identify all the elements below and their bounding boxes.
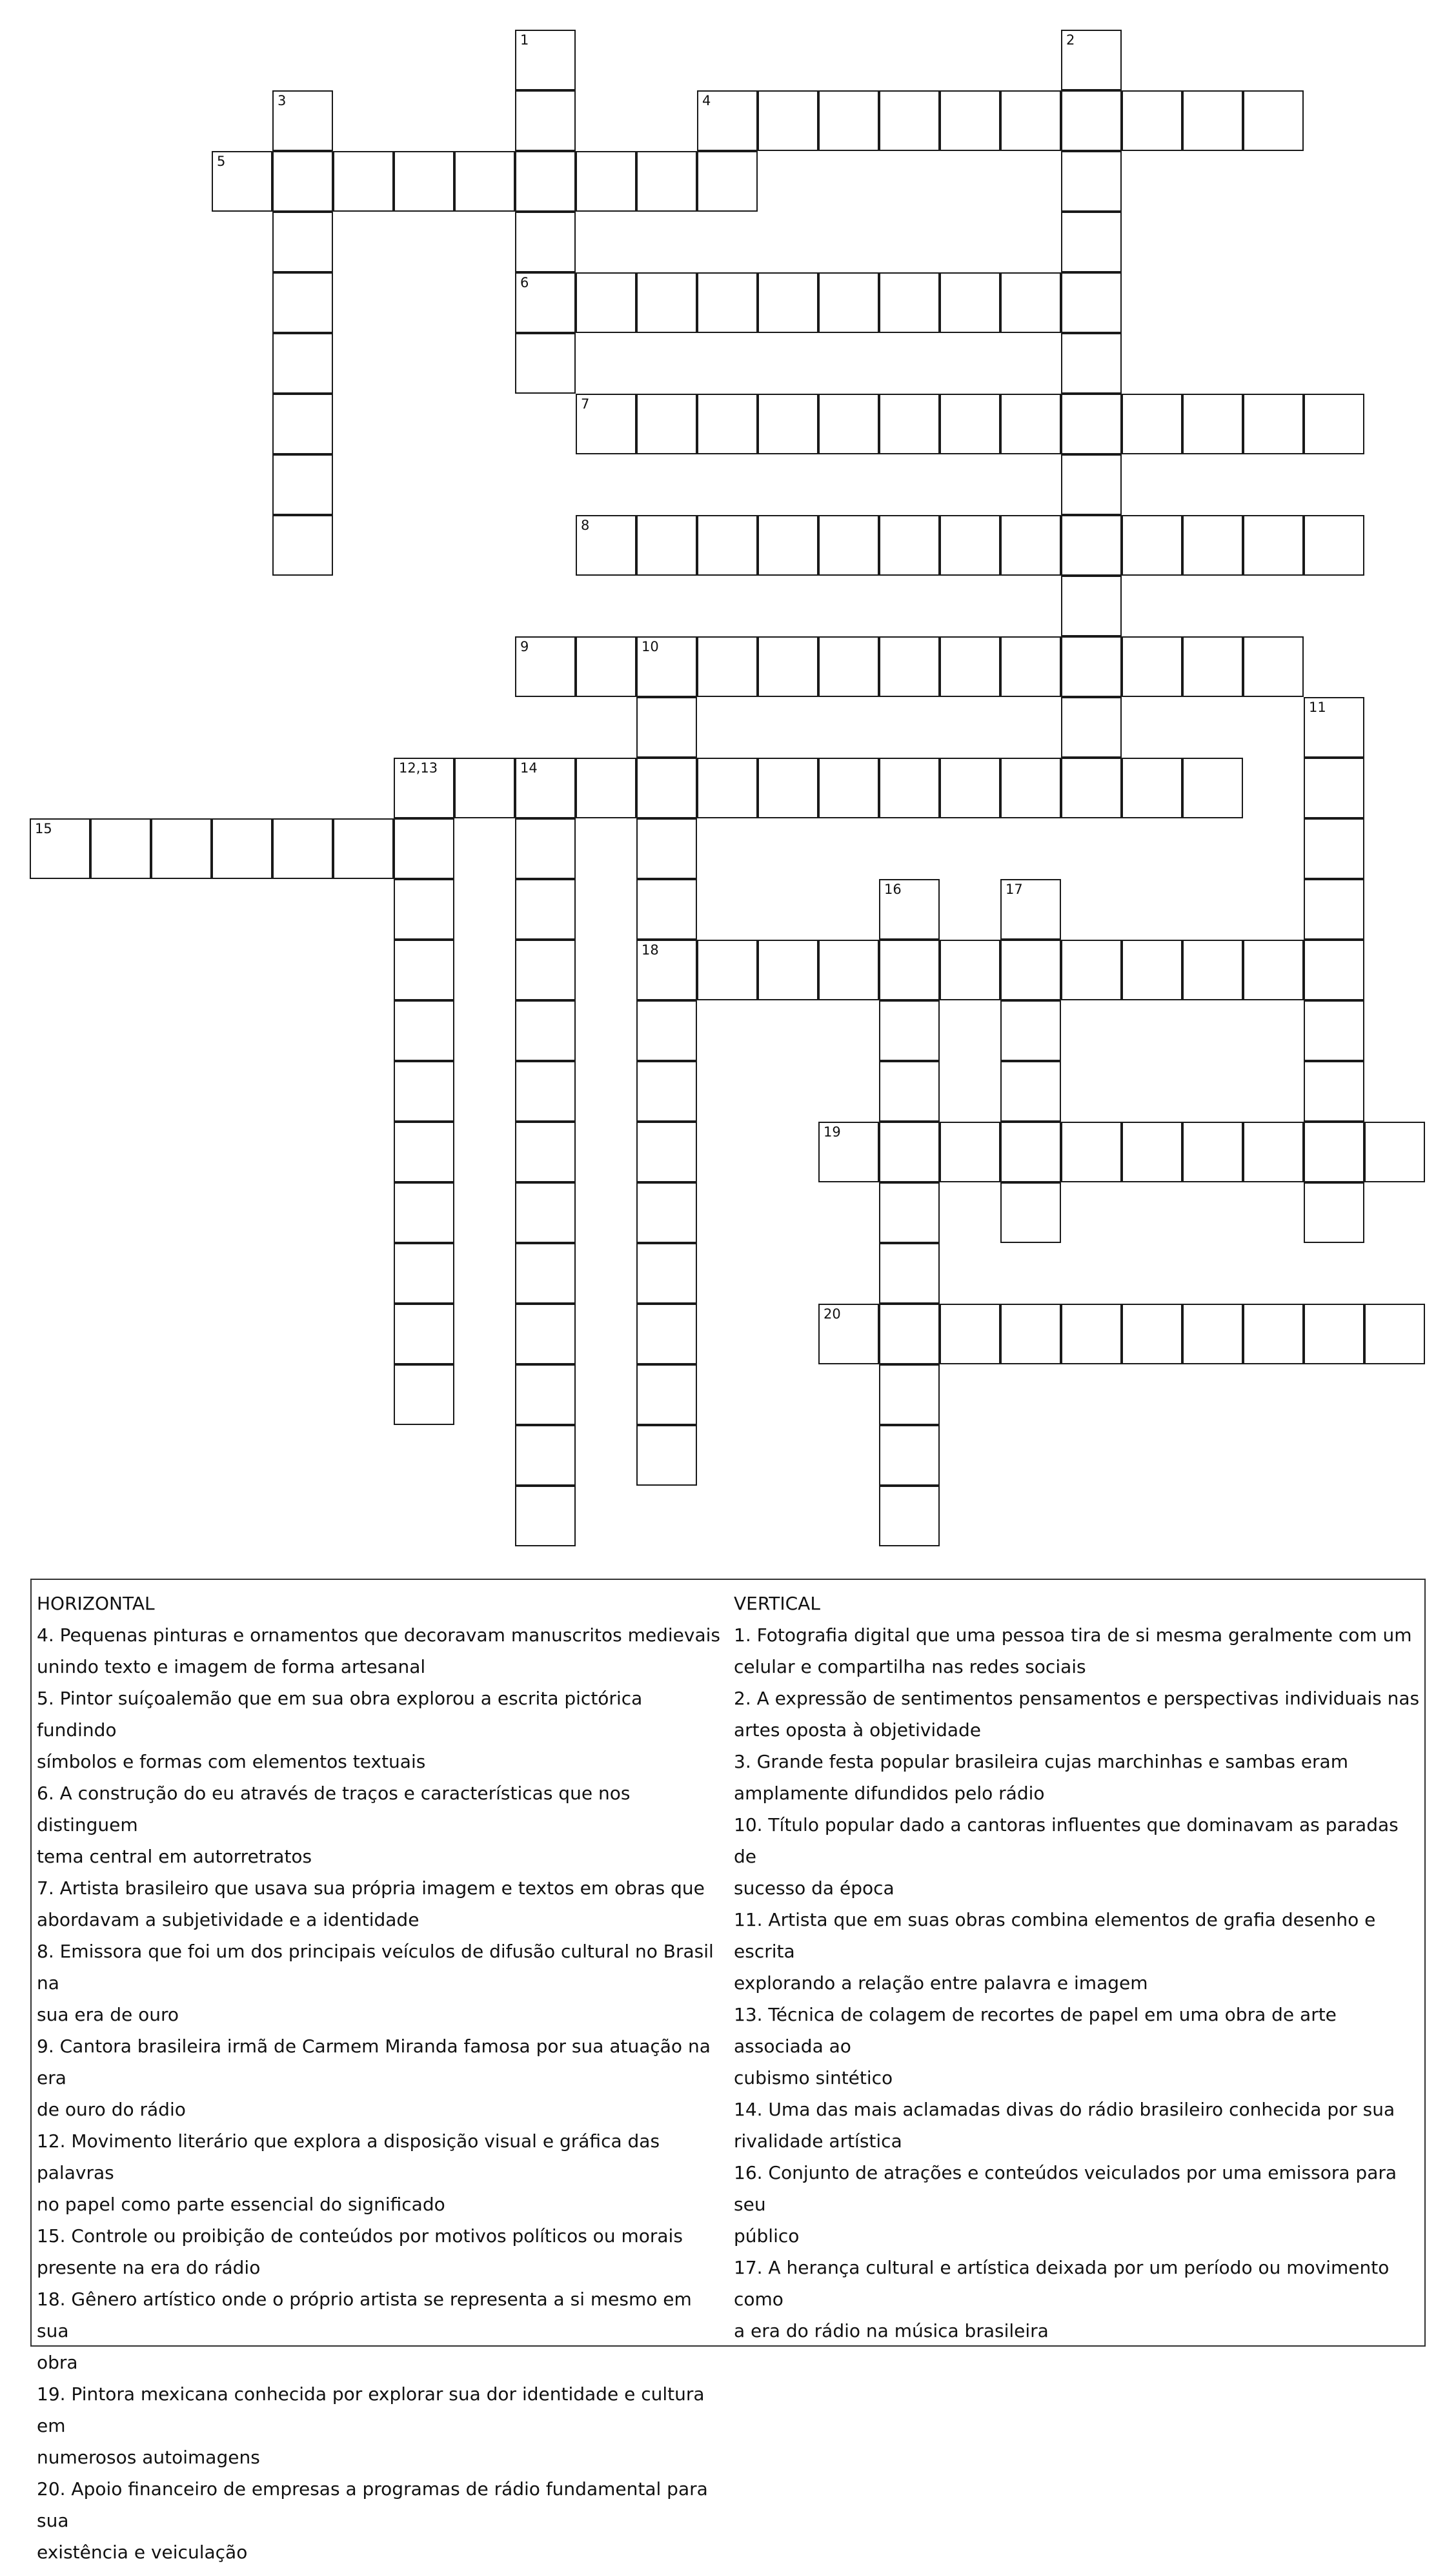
grid-cell[interactable]: [515, 1182, 576, 1243]
grid-cell[interactable]: [636, 818, 697, 879]
clue-number: 4: [702, 93, 711, 108]
horizontal-clue-line: 19. Pintora mexicana conhecida por explorar sua dor identidade e cultura em: [37, 2383, 705, 2436]
clue-number: 16: [884, 882, 902, 897]
grid-cell[interactable]: [697, 394, 758, 454]
grid-cell[interactable]: [879, 1364, 940, 1425]
grid-cell[interactable]: [1122, 90, 1182, 151]
grid-cell[interactable]: [697, 758, 758, 818]
grid-cell[interactable]: [1061, 636, 1122, 697]
grid-cell[interactable]: [1061, 454, 1122, 515]
grid-cell[interactable]: [818, 758, 879, 818]
grid-cell[interactable]: [940, 515, 1000, 576]
vertical-clue-line: explorando a relação entre palavra e imagem: [734, 1972, 1148, 1994]
grid-cell[interactable]: [636, 1364, 697, 1425]
vertical-clue-line: 14. Uma das mais aclamadas divas do rádio brasileiro conhecida por sua: [734, 2099, 1395, 2120]
grid-cell[interactable]: [758, 272, 818, 333]
grid-cell[interactable]: [1061, 333, 1122, 394]
horizontal-clue-line: 12. Movimento literário que explora a disposição visual e gráfica das palavras: [37, 2130, 660, 2183]
grid-cell[interactable]: [697, 940, 758, 1000]
vertical-clue-line: 3. Grande festa popular brasileira cujas marchinhas e sambas eram: [734, 1751, 1348, 1772]
grid-cell[interactable]: [1000, 1000, 1061, 1061]
grid-cell[interactable]: [576, 151, 636, 212]
grid-cell[interactable]: [1304, 758, 1364, 818]
grid-cell[interactable]: [1122, 515, 1182, 576]
clue-number: 2: [1066, 32, 1075, 48]
grid-cell[interactable]: [879, 1000, 940, 1061]
grid-cell[interactable]: [272, 394, 333, 454]
grid-cell[interactable]: [697, 515, 758, 576]
grid-cell[interactable]: [1243, 90, 1304, 151]
grid-cell[interactable]: [818, 90, 879, 151]
grid-cell[interactable]: [1061, 758, 1122, 818]
grid-cell[interactable]: [272, 272, 333, 333]
grid-cell[interactable]: [636, 1122, 697, 1182]
grid-cell[interactable]: [515, 90, 576, 151]
grid-cell[interactable]: [636, 636, 697, 697]
grid-cell[interactable]: [1364, 1122, 1425, 1182]
grid-cell[interactable]: [1304, 1061, 1364, 1122]
horizontal-clue-line: 9. Cantora brasileira irmã de Carmem Miranda famosa por sua atuação na era: [37, 2036, 711, 2088]
grid-cell[interactable]: [272, 90, 333, 151]
grid-cell[interactable]: [212, 151, 272, 212]
grid-cell[interactable]: [1243, 940, 1304, 1000]
horizontal-clue-line: 4. Pequenas pinturas e ornamentos que decoravam manuscritos medievais: [37, 1624, 720, 1646]
grid-cell[interactable]: [818, 394, 879, 454]
grid-cell[interactable]: [576, 515, 636, 576]
grid-cell[interactable]: [1304, 394, 1364, 454]
grid-cell[interactable]: [1243, 1122, 1304, 1182]
horizontal-clue-line: abordavam a subjetividade e a identidade: [37, 1909, 420, 1930]
grid-cell[interactable]: [394, 1122, 454, 1182]
horizontal-clue-line: obra: [37, 2352, 78, 2373]
grid-cell[interactable]: [636, 758, 697, 818]
grid-cell[interactable]: [1122, 758, 1182, 818]
grid-cell[interactable]: [1061, 940, 1122, 1000]
grid-cell[interactable]: [394, 1061, 454, 1122]
grid-cell[interactable]: [394, 940, 454, 1000]
grid-cell[interactable]: [1182, 515, 1243, 576]
grid-cell[interactable]: [515, 1304, 576, 1364]
grid-cell[interactable]: [394, 1364, 454, 1425]
grid-cell[interactable]: [1182, 394, 1243, 454]
grid-cell[interactable]: [1304, 818, 1364, 879]
vertical-clue-line: 17. A herança cultural e artística deixada por um período ou movimento como: [734, 2257, 1390, 2310]
grid-cell[interactable]: [1304, 1304, 1364, 1364]
grid-cell[interactable]: [394, 1000, 454, 1061]
horizontal-clue-line: 6. A construção do eu através de traços e características que nos distinguem: [37, 1783, 631, 1835]
grid-cell[interactable]: [818, 1122, 879, 1182]
grid-cell[interactable]: [1182, 1304, 1243, 1364]
clue-number: 3: [278, 93, 287, 108]
grid-cell[interactable]: [1182, 90, 1243, 151]
grid-cell[interactable]: [879, 394, 940, 454]
clue-number: 9: [520, 639, 529, 654]
vertical-clue-line: público: [734, 2225, 800, 2247]
grid-cell[interactable]: [758, 940, 818, 1000]
grid-cell[interactable]: [1122, 636, 1182, 697]
grid-cell[interactable]: [636, 1304, 697, 1364]
grid-cell[interactable]: [1000, 940, 1061, 1000]
grid-cell[interactable]: [636, 1425, 697, 1486]
vertical-clue-line: artes oposta à objetividade: [734, 1719, 982, 1741]
vertical-clue-line: sucesso da época: [734, 1877, 895, 1899]
grid-cell[interactable]: [879, 1304, 940, 1364]
grid-cell[interactable]: [697, 636, 758, 697]
grid-cell[interactable]: [1243, 1304, 1304, 1364]
grid-cell[interactable]: [1182, 1122, 1243, 1182]
grid-cell[interactable]: [1061, 30, 1122, 90]
clue-number: 5: [217, 154, 226, 169]
grid-cell[interactable]: [1304, 1000, 1364, 1061]
grid-cell[interactable]: [940, 90, 1000, 151]
grid-cell[interactable]: [636, 1000, 697, 1061]
clue-number: 20: [824, 1306, 841, 1322]
grid-cell[interactable]: [1000, 1304, 1061, 1364]
clue-number: 15: [35, 821, 52, 836]
grid-cell[interactable]: [818, 636, 879, 697]
grid-cell[interactable]: [636, 697, 697, 758]
grid-cell[interactable]: [1000, 758, 1061, 818]
grid-cell[interactable]: [1182, 758, 1243, 818]
grid-cell[interactable]: [818, 1304, 879, 1364]
grid-cell[interactable]: [515, 1243, 576, 1304]
clues-box: [30, 1579, 1426, 2563]
grid-cell[interactable]: [515, 1122, 576, 1182]
grid-cell[interactable]: [1061, 576, 1122, 636]
grid-cell[interactable]: [576, 636, 636, 697]
clue-number: 10: [642, 639, 659, 654]
vertical-clue-line: 2. A expressão de sentimentos pensamentos e perspectivas individuais nas: [734, 1688, 1420, 1709]
grid-cell[interactable]: [1000, 1182, 1061, 1243]
vertical-clue-line: 11. Artista que em suas obras combina elementos de grafia desenho e escrita: [734, 1909, 1376, 1962]
grid-cell[interactable]: [818, 940, 879, 1000]
grid-cell[interactable]: [1061, 212, 1122, 272]
grid-cell[interactable]: [1000, 90, 1061, 151]
grid-cell[interactable]: [1000, 272, 1061, 333]
horizontal-clue-line: presente na era do rádio: [37, 2257, 261, 2278]
grid-cell[interactable]: [879, 1122, 940, 1182]
horizontal-clues: [37, 1588, 727, 2568]
grid-cell[interactable]: [636, 151, 697, 212]
grid-cell[interactable]: [272, 454, 333, 515]
grid-cell[interactable]: [515, 1061, 576, 1122]
grid-cell[interactable]: [272, 151, 333, 212]
grid-cell[interactable]: [697, 90, 758, 151]
vertical-clues: [734, 1588, 1424, 2347]
horizontal-clue-line: 7. Artista brasileiro que usava sua própria imagem e textos em obras que: [37, 1877, 705, 1899]
grid-cell[interactable]: [818, 515, 879, 576]
grid-cell[interactable]: [515, 1000, 576, 1061]
grid-cell[interactable]: [515, 1364, 576, 1425]
grid-cell[interactable]: [394, 758, 454, 818]
vertical-clue-line: cubismo sintético: [734, 2067, 893, 2088]
grid-cell[interactable]: [1304, 1122, 1364, 1182]
grid-cell[interactable]: [758, 394, 818, 454]
grid-cell[interactable]: [1243, 515, 1304, 576]
grid-cell[interactable]: [879, 515, 940, 576]
grid-cell[interactable]: [1061, 697, 1122, 758]
grid-cell[interactable]: [879, 758, 940, 818]
grid-cell[interactable]: [30, 818, 90, 879]
grid-cell[interactable]: [1122, 940, 1182, 1000]
grid-cell[interactable]: [879, 1486, 940, 1546]
clue-number: 11: [1309, 700, 1326, 715]
grid-cell[interactable]: [879, 1061, 940, 1122]
grid-cell[interactable]: [151, 818, 212, 879]
grid-cell[interactable]: [515, 940, 576, 1000]
horizontal-clue-line: 8. Emissora que foi um dos principais veículos de difusão cultural no Brasil na: [37, 1941, 714, 1994]
vertical-clue-line: a era do rádio na música brasileira: [734, 2320, 1049, 2341]
clue-number: 14: [520, 760, 538, 776]
grid-cell[interactable]: [940, 758, 1000, 818]
grid-cell[interactable]: [515, 1425, 576, 1486]
grid-cell[interactable]: [576, 394, 636, 454]
grid-cell[interactable]: [1061, 1304, 1122, 1364]
grid-cell[interactable]: [636, 515, 697, 576]
grid-cell[interactable]: [636, 1182, 697, 1243]
grid-cell[interactable]: [333, 818, 394, 879]
grid-cell[interactable]: [272, 818, 333, 879]
grid-cell[interactable]: [1304, 879, 1364, 940]
grid-cell[interactable]: [1182, 636, 1243, 697]
grid-cell[interactable]: [394, 818, 454, 879]
clue-number: 1: [520, 32, 529, 48]
grid-cell[interactable]: [636, 1243, 697, 1304]
grid-cell[interactable]: [1182, 940, 1243, 1000]
clue-number: 19: [824, 1124, 841, 1140]
horizontal-clue-line: sua era de ouro: [37, 2004, 179, 2025]
grid-cell[interactable]: [515, 272, 576, 333]
grid-cell[interactable]: [879, 636, 940, 697]
grid-cell[interactable]: [1000, 394, 1061, 454]
grid-cell[interactable]: [1304, 697, 1364, 758]
grid-cell[interactable]: [758, 90, 818, 151]
horizontal-heading: HORIZONTAL: [37, 1593, 155, 1614]
grid-cell[interactable]: [515, 212, 576, 272]
horizontal-clue-line: no papel como parte essencial do significado: [37, 2194, 445, 2215]
grid-cell[interactable]: [940, 940, 1000, 1000]
vertical-heading: VERTICAL: [734, 1593, 820, 1614]
vertical-clue-line: 1. Fotografia digital que uma pessoa tira de si mesma geralmente com um: [734, 1624, 1412, 1646]
grid-cell[interactable]: [940, 394, 1000, 454]
grid-cell[interactable]: [940, 636, 1000, 697]
grid-cell[interactable]: [394, 1304, 454, 1364]
grid-cell[interactable]: [818, 272, 879, 333]
grid-cell[interactable]: [1061, 394, 1122, 454]
grid-cell[interactable]: [1000, 515, 1061, 576]
vertical-clue-line: 10. Título popular dado a cantoras influentes que dominavam as paradas de: [734, 1814, 1399, 1867]
horizontal-clue-line: numerosos autoimagens: [37, 2447, 260, 2468]
grid-cell[interactable]: [879, 1425, 940, 1486]
grid-cell[interactable]: [879, 940, 940, 1000]
grid-cell[interactable]: [1061, 90, 1122, 151]
grid-cell[interactable]: [576, 758, 636, 818]
clue-number: 6: [520, 275, 529, 290]
horizontal-clue-line: tema central em autorretratos: [37, 1846, 312, 1867]
vertical-clue-line: 13. Técnica de colagem de recortes de papel em uma obra de arte associada ao: [734, 2004, 1337, 2057]
grid-cell[interactable]: [90, 818, 151, 879]
grid-cell[interactable]: [1304, 1182, 1364, 1243]
grid-cell[interactable]: [454, 758, 515, 818]
grid-cell[interactable]: [636, 940, 697, 1000]
grid-cell[interactable]: [1122, 394, 1182, 454]
horizontal-clue-line: símbolos e formas com elementos textuais: [37, 1751, 426, 1772]
grid-cell[interactable]: [940, 272, 1000, 333]
grid-cell[interactable]: [272, 212, 333, 272]
grid-cell[interactable]: [515, 333, 576, 394]
vertical-clue-line: 16. Conjunto de atrações e conteúdos veiculados por uma emissora para seu: [734, 2162, 1397, 2215]
grid-cell[interactable]: [940, 1304, 1000, 1364]
grid-cell[interactable]: [1000, 1122, 1061, 1182]
grid-cell[interactable]: [1364, 1304, 1425, 1364]
grid-cell[interactable]: [272, 515, 333, 576]
vertical-clue-line: amplamente difundidos pelo rádio: [734, 1783, 1045, 1804]
grid-cell[interactable]: [697, 272, 758, 333]
clue-number: 18: [642, 942, 659, 958]
grid-cell[interactable]: [1000, 636, 1061, 697]
grid-cell[interactable]: [879, 272, 940, 333]
grid-cell[interactable]: [940, 1122, 1000, 1182]
grid-cell[interactable]: [576, 272, 636, 333]
grid-cell[interactable]: [1061, 151, 1122, 212]
grid-cell[interactable]: [515, 151, 576, 212]
grid-cell[interactable]: [515, 879, 576, 940]
horizontal-clue-line: 5. Pintor suíçoalemão que em sua obra explorou a escrita pictórica fundindo: [37, 1688, 643, 1741]
vertical-clue-line: rivalidade artística: [734, 2130, 902, 2152]
grid-cell[interactable]: [515, 636, 576, 697]
grid-cell[interactable]: [879, 1243, 940, 1304]
clue-number: 8: [581, 518, 590, 533]
grid-cell[interactable]: [758, 515, 818, 576]
clue-number: 7: [581, 396, 590, 412]
grid-cell[interactable]: [1061, 272, 1122, 333]
grid-cell[interactable]: [454, 151, 515, 212]
horizontal-clue-line: existência e veiculação: [37, 2542, 248, 2563]
grid-cell[interactable]: [212, 818, 272, 879]
grid-cell[interactable]: [1304, 515, 1364, 576]
grid-cell[interactable]: [515, 1486, 576, 1546]
grid-cell[interactable]: [394, 879, 454, 940]
grid-cell[interactable]: [394, 1243, 454, 1304]
grid-cell[interactable]: [1000, 879, 1061, 940]
grid-cell[interactable]: [1061, 515, 1122, 576]
grid-cell[interactable]: [394, 1182, 454, 1243]
grid-cell[interactable]: [1122, 1304, 1182, 1364]
grid-cell[interactable]: [333, 151, 394, 212]
grid-cell[interactable]: [1243, 394, 1304, 454]
grid-cell[interactable]: [758, 636, 818, 697]
grid-cell[interactable]: [515, 30, 576, 90]
grid-cell[interactable]: [636, 879, 697, 940]
grid-cell[interactable]: [636, 272, 697, 333]
grid-cell[interactable]: [879, 90, 940, 151]
grid-cell[interactable]: [1000, 1061, 1061, 1122]
grid-cell[interactable]: [636, 394, 697, 454]
grid-cell[interactable]: [879, 1182, 940, 1243]
horizontal-clue-line: 15. Controle ou proibição de conteúdos por motivos políticos ou morais: [37, 2225, 683, 2247]
grid-cell[interactable]: [1243, 636, 1304, 697]
grid-cell[interactable]: [1304, 940, 1364, 1000]
horizontal-clue-line: 18. Gênero artístico onde o próprio artista se representa a si mesmo em sua: [37, 2289, 692, 2341]
grid-cell[interactable]: [758, 758, 818, 818]
grid-cell[interactable]: [636, 1061, 697, 1122]
vertical-clue-line: celular e compartilha nas redes sociais: [734, 1656, 1086, 1677]
grid-cell[interactable]: [515, 758, 576, 818]
horizontal-clue-line: unindo texto e imagem de forma artesanal: [37, 1656, 426, 1677]
grid-cell[interactable]: [697, 151, 758, 212]
grid-cell[interactable]: [879, 879, 940, 940]
horizontal-clue-line: de ouro do rádio: [37, 2099, 186, 2120]
clue-number: 12,13: [399, 760, 438, 776]
grid-cell[interactable]: [1122, 1122, 1182, 1182]
grid-cell[interactable]: [272, 333, 333, 394]
grid-cell[interactable]: [394, 151, 454, 212]
clue-number: 17: [1006, 882, 1023, 897]
grid-cell[interactable]: [1061, 1122, 1122, 1182]
horizontal-clue-line: 20. Apoio financeiro de empresas a programas de rádio fundamental para sua: [37, 2478, 708, 2531]
grid-cell[interactable]: [515, 818, 576, 879]
